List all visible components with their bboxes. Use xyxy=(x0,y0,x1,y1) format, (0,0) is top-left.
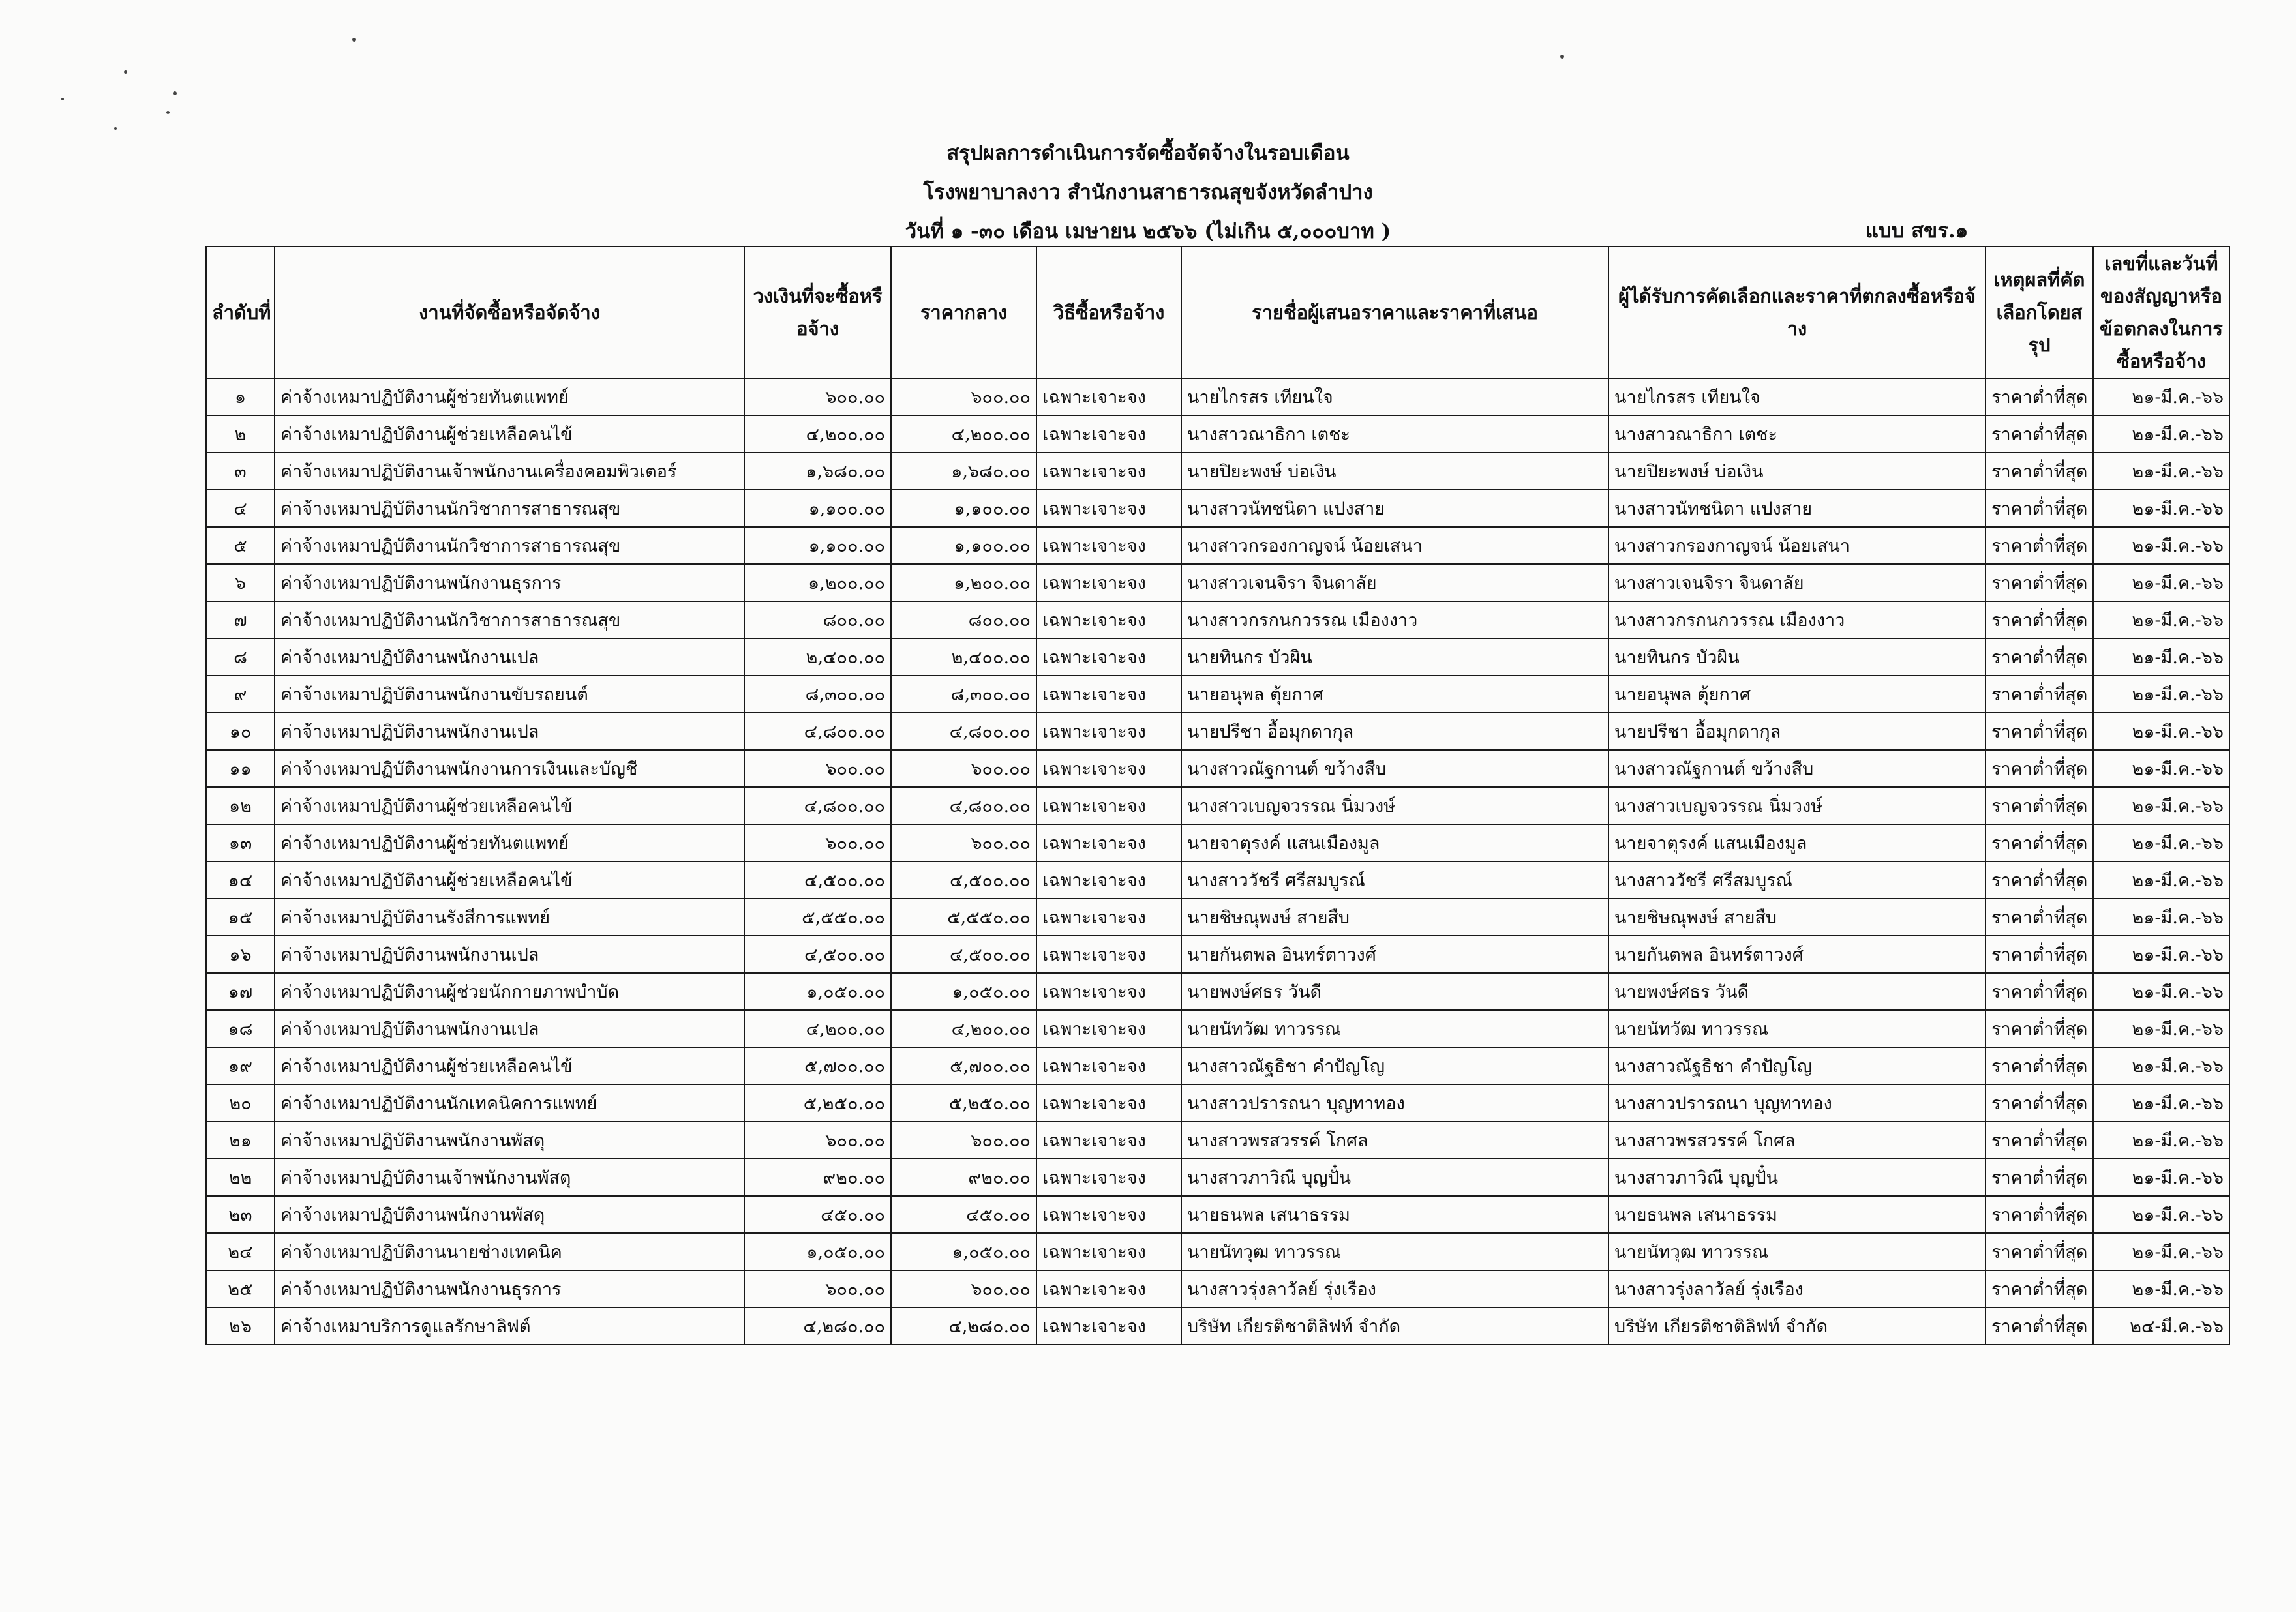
col-seq-cell: ๒๖ xyxy=(206,1307,275,1345)
col-contract-cell: ๒๑-มี.ค.-๖๖ xyxy=(2093,1122,2229,1159)
col-contract-cell: ๒๑-มี.ค.-๖๖ xyxy=(2093,973,2229,1010)
col-bidders-cell: นายไกรสร เทียนใจ xyxy=(1181,378,1609,415)
col-budget-cell: ๔,๒๘๐.๐๐ xyxy=(744,1307,891,1345)
col-seq-cell: ๑๙ xyxy=(206,1047,275,1084)
col-seq-cell: ๑๔ xyxy=(206,861,275,899)
table-row xyxy=(206,713,2229,750)
col-budget-cell: ๔,๒๐๐.๐๐ xyxy=(744,1010,891,1047)
col-seq-cell: ๒๕ xyxy=(206,1270,275,1307)
col-method-cell: เฉพาะเจาะจง xyxy=(1036,1270,1181,1307)
col-budget-cell: ๘๐๐.๐๐ xyxy=(744,601,891,638)
col-reason-cell: ราคาต่ำที่สุด xyxy=(1986,824,2093,861)
col-reason-cell: ราคาต่ำที่สุด xyxy=(1986,936,2093,973)
col-reason-cell: ราคาต่ำที่สุด xyxy=(1986,1047,2093,1084)
col-contract-cell: ๒๑-มี.ค.-๖๖ xyxy=(2093,1159,2229,1196)
col-bidders-cell: นางสาวรุ่งลาวัลย์ รุ่งเรือง xyxy=(1181,1270,1609,1307)
col-method-cell: เฉพาะเจาะจง xyxy=(1036,676,1181,713)
col-bidders-cell: นายทินกร บัวผิน xyxy=(1181,638,1609,676)
col-median-price-cell: ๔,๕๐๐.๐๐ xyxy=(891,936,1036,973)
col-median-price-cell: ๑,๒๐๐.๐๐ xyxy=(891,564,1036,601)
col-contract-cell: ๒๑-มี.ค.-๖๖ xyxy=(2093,936,2229,973)
col-median-price-cell: ๔,๒๘๐.๐๐ xyxy=(891,1307,1036,1345)
col-item-cell: ค่าจ้างเหมาปฏิบัติงานพนักงานเปล xyxy=(275,936,744,973)
col-median-price-cell: ๖๐๐.๐๐ xyxy=(891,824,1036,861)
col-reason-cell: ราคาต่ำที่สุด xyxy=(1986,676,2093,713)
col-selected-cell: นายนัทวัฒ ทาวรรณ xyxy=(1609,1010,1986,1047)
col-item-cell: ค่าจ้างเหมาปฏิบัติงานผู้ช่วยเหลือคนไข้ xyxy=(275,1047,744,1084)
col-contract-cell: ๒๑-มี.ค.-๖๖ xyxy=(2093,1084,2229,1122)
col-budget-cell: ๑,๐๕๐.๐๐ xyxy=(744,973,891,1010)
header-col-reason: เหตุผลที่คัดเลือกโดยสรุป xyxy=(1986,246,2093,378)
col-method-cell: เฉพาะเจาะจง xyxy=(1036,1010,1181,1047)
col-budget-cell: ๙๒๐.๐๐ xyxy=(744,1159,891,1196)
col-bidders-cell: นายปรีชา อื้อมุกดากุล xyxy=(1181,713,1609,750)
col-method-cell: เฉพาะเจาะจง xyxy=(1036,824,1181,861)
header-col-item: งานที่จัดซื้อหรือจัดจ้าง xyxy=(275,246,744,378)
col-bidders-cell: นางสาววัชรี ศรีสมบูรณ์ xyxy=(1181,861,1609,899)
col-method-cell: เฉพาะเจาะจง xyxy=(1036,936,1181,973)
col-reason-cell: ราคาต่ำที่สุด xyxy=(1986,1159,2093,1196)
col-item-cell: ค่าจ้างเหมาปฏิบัติงานพนักงานขับรถยนต์ xyxy=(275,676,744,713)
col-method-cell: เฉพาะเจาะจง xyxy=(1036,787,1181,824)
form-code: แบบ สขร.๑ xyxy=(1865,219,1969,243)
table-row xyxy=(206,1233,2229,1270)
table-row xyxy=(206,638,2229,676)
col-reason-cell: ราคาต่ำที่สุด xyxy=(1986,453,2093,490)
col-reason-cell: ราคาต่ำที่สุด xyxy=(1986,1010,2093,1047)
col-selected-cell: นายปิยะพงษ์ บ่อเงิน xyxy=(1609,453,1986,490)
col-contract-cell: ๒๑-มี.ค.-๖๖ xyxy=(2093,1233,2229,1270)
table-row xyxy=(206,1122,2229,1159)
col-bidders-cell: นายจาตุรงค์ แสนเมืองมูล xyxy=(1181,824,1609,861)
col-budget-cell: ๕,๕๕๐.๐๐ xyxy=(744,899,891,936)
col-method-cell: เฉพาะเจาะจง xyxy=(1036,453,1181,490)
report-title: สรุปผลการดำเนินการจัดซื้อจัดจ้างในรอบเดือน xyxy=(946,142,1350,165)
col-method-cell: เฉพาะเจาะจง xyxy=(1036,1159,1181,1196)
col-item-cell: ค่าจ้างเหมาปฏิบัติงานเจ้าพนักงานเครื่องคอมพิวเตอร์ xyxy=(275,453,744,490)
col-budget-cell: ๑,๒๐๐.๐๐ xyxy=(744,564,891,601)
col-median-price-cell: ๖๐๐.๐๐ xyxy=(891,378,1036,415)
col-reason-cell: ราคาต่ำที่สุด xyxy=(1986,378,2093,415)
col-contract-cell: ๒๑-มี.ค.-๖๖ xyxy=(2093,899,2229,936)
col-selected-cell: นางสาวณัฐธิชา คำปัญโญ xyxy=(1609,1047,1986,1084)
table-row xyxy=(206,601,2229,638)
table-row xyxy=(206,564,2229,601)
scan-speck xyxy=(61,98,64,100)
col-selected-cell: นายปรีชา อื้อมุกดากุล xyxy=(1609,713,1986,750)
col-reason-cell: ราคาต่ำที่สุด xyxy=(1986,564,2093,601)
col-seq-cell: ๒๓ xyxy=(206,1196,275,1233)
table-row xyxy=(206,490,2229,527)
col-budget-cell: ๔,๒๐๐.๐๐ xyxy=(744,415,891,453)
col-selected-cell: นางสาวพรสวรรค์ โกศล xyxy=(1609,1122,1986,1159)
col-budget-cell: ๖๐๐.๐๐ xyxy=(744,1122,891,1159)
col-item-cell: ค่าจ้างเหมาปฏิบัติงานผู้ช่วยทันตแพทย์ xyxy=(275,378,744,415)
col-method-cell: เฉพาะเจาะจง xyxy=(1036,713,1181,750)
col-method-cell: เฉพาะเจาะจง xyxy=(1036,899,1181,936)
col-bidders-cell: นางสาวณัฐกานต์ ขว้างสืบ xyxy=(1181,750,1609,787)
col-selected-cell: นายธนพล เสนาธรรม xyxy=(1609,1196,1986,1233)
col-reason-cell: ราคาต่ำที่สุด xyxy=(1986,899,2093,936)
col-median-price-cell: ๙๒๐.๐๐ xyxy=(891,1159,1036,1196)
col-bidders-cell: นางสาวกรกนกวรรณ เมืองงาว xyxy=(1181,601,1609,638)
col-method-cell: เฉพาะเจาะจง xyxy=(1036,1084,1181,1122)
col-contract-cell: ๒๑-มี.ค.-๖๖ xyxy=(2093,638,2229,676)
col-bidders-cell: นางสาวเจนจิรา จินดาลัย xyxy=(1181,564,1609,601)
col-seq-cell: ๑๑ xyxy=(206,750,275,787)
col-selected-cell: นางสาวณัฐกานต์ ขว้างสืบ xyxy=(1609,750,1986,787)
col-seq-cell: ๒๐ xyxy=(206,1084,275,1122)
col-contract-cell: ๒๑-มี.ค.-๖๖ xyxy=(2093,415,2229,453)
header-col-median-price: ราคากลาง xyxy=(891,246,1036,378)
col-reason-cell: ราคาต่ำที่สุด xyxy=(1986,973,2093,1010)
col-selected-cell: นายพงษ์ศธร วันดี xyxy=(1609,973,1986,1010)
col-bidders-cell: นายธนพล เสนาธรรม xyxy=(1181,1196,1609,1233)
col-item-cell: ค่าจ้างเหมาปฏิบัติงานพนักงานธุรการ xyxy=(275,1270,744,1307)
col-seq-cell: ๕ xyxy=(206,527,275,564)
table-body xyxy=(206,378,2229,1345)
col-selected-cell: นายอนุพล ตุ้ยกาศ xyxy=(1609,676,1986,713)
col-reason-cell: ราคาต่ำที่สุด xyxy=(1986,1084,2093,1122)
col-bidders-cell: นายนัทวัฒ ทาวรรณ xyxy=(1181,1010,1609,1047)
col-median-price-cell: ๑,๑๐๐.๐๐ xyxy=(891,490,1036,527)
col-selected-cell: นายจาตุรงค์ แสนเมืองมูล xyxy=(1609,824,1986,861)
col-item-cell: ค่าจ้างเหมาปฏิบัติงานพนักงานเปล xyxy=(275,638,744,676)
col-bidders-cell: นางสาวพรสวรรค์ โกศล xyxy=(1181,1122,1609,1159)
table-row xyxy=(206,415,2229,453)
col-contract-cell: ๒๑-มี.ค.-๖๖ xyxy=(2093,564,2229,601)
col-item-cell: ค่าจ้างเหมาปฏิบัติงานนักวิชาการสาธารณสุข xyxy=(275,527,744,564)
col-budget-cell: ๘,๓๐๐.๐๐ xyxy=(744,676,891,713)
header-col-seq: ลำดับที่ xyxy=(206,246,275,378)
col-method-cell: เฉพาะเจาะจง xyxy=(1036,1047,1181,1084)
col-reason-cell: ราคาต่ำที่สุด xyxy=(1986,527,2093,564)
col-median-price-cell: ๖๐๐.๐๐ xyxy=(891,1122,1036,1159)
col-reason-cell: ราคาต่ำที่สุด xyxy=(1986,713,2093,750)
col-selected-cell: นางสาวเจนจิรา จินดาลัย xyxy=(1609,564,1986,601)
table-row xyxy=(206,1084,2229,1122)
col-reason-cell: ราคาต่ำที่สุด xyxy=(1986,1307,2093,1345)
col-selected-cell: นางสาวเบญจวรรณ นิ่มวงษ์ xyxy=(1609,787,1986,824)
scan-speck xyxy=(1560,55,1564,59)
col-median-price-cell: ๕,๗๐๐.๐๐ xyxy=(891,1047,1036,1084)
col-budget-cell: ๔๕๐.๐๐ xyxy=(744,1196,891,1233)
col-budget-cell: ๑,๖๘๐.๐๐ xyxy=(744,453,891,490)
col-reason-cell: ราคาต่ำที่สุด xyxy=(1986,490,2093,527)
col-bidders-cell: นายอนุพล ตุ้ยกาศ xyxy=(1181,676,1609,713)
scan-speck xyxy=(124,70,127,74)
col-contract-cell: ๒๑-มี.ค.-๖๖ xyxy=(2093,490,2229,527)
scan-speck xyxy=(173,91,177,95)
col-seq-cell: ๒ xyxy=(206,415,275,453)
col-bidders-cell: นายชิษณุพงษ์ สายสืบ xyxy=(1181,899,1609,936)
col-contract-cell: ๒๑-มี.ค.-๖๖ xyxy=(2093,1270,2229,1307)
col-contract-cell: ๒๑-มี.ค.-๖๖ xyxy=(2093,750,2229,787)
col-method-cell: เฉพาะเจาะจง xyxy=(1036,973,1181,1010)
col-item-cell: ค่าจ้างเหมาปฏิบัติงานพนักงานพัสดุ xyxy=(275,1122,744,1159)
col-seq-cell: ๑๓ xyxy=(206,824,275,861)
header-col-contract: เลขที่และวันที่ของสัญญาหรือข้อตกลงในการซื้อหรือจ้าง xyxy=(2093,246,2229,378)
col-budget-cell: ๑,๑๐๐.๐๐ xyxy=(744,527,891,564)
col-contract-cell: ๒๑-มี.ค.-๖๖ xyxy=(2093,1196,2229,1233)
col-contract-cell: ๒๑-มี.ค.-๖๖ xyxy=(2093,824,2229,861)
col-method-cell: เฉพาะเจาะจง xyxy=(1036,1122,1181,1159)
table-row xyxy=(206,750,2229,787)
col-budget-cell: ๔,๘๐๐.๐๐ xyxy=(744,787,891,824)
col-reason-cell: ราคาต่ำที่สุด xyxy=(1986,861,2093,899)
table-row xyxy=(206,936,2229,973)
col-budget-cell: ๑,๐๕๐.๐๐ xyxy=(744,1233,891,1270)
col-contract-cell: ๒๑-มี.ค.-๖๖ xyxy=(2093,787,2229,824)
col-selected-cell: นางสาวปรารถนา บุญทาทอง xyxy=(1609,1084,1986,1122)
col-median-price-cell: ๑,๐๕๐.๐๐ xyxy=(891,973,1036,1010)
col-item-cell: ค่าจ้างเหมาปฏิบัติงานผู้ช่วยเหลือคนไข้ xyxy=(275,787,744,824)
col-selected-cell: บริษัท เกียรติชาติลิฟท์ จำกัด xyxy=(1609,1307,1986,1345)
col-budget-cell: ๖๐๐.๐๐ xyxy=(744,824,891,861)
col-method-cell: เฉพาะเจาะจง xyxy=(1036,750,1181,787)
col-reason-cell: ราคาต่ำที่สุด xyxy=(1986,601,2093,638)
col-selected-cell: นางสาวนัทชนิดา แปงสาย xyxy=(1609,490,1986,527)
col-bidders-cell: นายกันตพล อินทร์ตาวงศ์ xyxy=(1181,936,1609,973)
col-bidders-cell: นางสาวณาธิกา เตชะ xyxy=(1181,415,1609,453)
col-reason-cell: ราคาต่ำที่สุด xyxy=(1986,750,2093,787)
col-contract-cell: ๒๑-มี.ค.-๖๖ xyxy=(2093,713,2229,750)
col-seq-cell: ๑๐ xyxy=(206,713,275,750)
table-row xyxy=(206,1196,2229,1233)
col-item-cell: ค่าจ้างเหมาปฏิบัติงานผู้ช่วยนักกายภาพบำบัด xyxy=(275,973,744,1010)
col-reason-cell: ราคาต่ำที่สุด xyxy=(1986,1270,2093,1307)
col-median-price-cell: ๖๐๐.๐๐ xyxy=(891,1270,1036,1307)
col-method-cell: เฉพาะเจาะจง xyxy=(1036,490,1181,527)
col-method-cell: เฉพาะเจาะจง xyxy=(1036,861,1181,899)
col-median-price-cell: ๔,๘๐๐.๐๐ xyxy=(891,787,1036,824)
col-median-price-cell: ๘๐๐.๐๐ xyxy=(891,601,1036,638)
col-median-price-cell: ๔,๒๐๐.๐๐ xyxy=(891,1010,1036,1047)
col-seq-cell: ๖ xyxy=(206,564,275,601)
table-row xyxy=(206,1047,2229,1084)
col-selected-cell: นายนัทวุฒ ทาวรรณ xyxy=(1609,1233,1986,1270)
col-seq-cell: ๒๔ xyxy=(206,1233,275,1270)
col-seq-cell: ๑๘ xyxy=(206,1010,275,1047)
organization-name: โรงพยาบาลงาว สำนักงานสาธารณสุขจังหวัดลำปาง xyxy=(923,181,1373,204)
col-median-price-cell: ๑,๐๕๐.๐๐ xyxy=(891,1233,1036,1270)
procurement-table xyxy=(205,246,2230,1345)
table-row xyxy=(206,1010,2229,1047)
col-median-price-cell: ๕,๒๕๐.๐๐ xyxy=(891,1084,1036,1122)
col-budget-cell: ๖๐๐.๐๐ xyxy=(744,378,891,415)
table-row xyxy=(206,378,2229,415)
header-col-selected: ผู้ได้รับการคัดเลือกและราคาที่ตกลงซื้อหรือจ้าง xyxy=(1609,246,1986,378)
col-contract-cell: ๒๔-มี.ค.-๖๖ xyxy=(2093,1307,2229,1345)
col-item-cell: ค่าจ้างเหมาปฏิบัติงานนักเทคนิคการแพทย์ xyxy=(275,1084,744,1122)
col-contract-cell: ๒๑-มี.ค.-๖๖ xyxy=(2093,527,2229,564)
col-selected-cell: นางสาววัชรี ศรีสมบูรณ์ xyxy=(1609,861,1986,899)
col-selected-cell: นางสาวกรกนกวรรณ เมืองงาว xyxy=(1609,601,1986,638)
col-item-cell: ค่าจ้างเหมาปฏิบัติงานผู้ช่วยเหลือคนไข้ xyxy=(275,415,744,453)
col-bidders-cell: นายนัทวุฒ ทาวรรณ xyxy=(1181,1233,1609,1270)
col-item-cell: ค่าจ้างเหมาปฏิบัติงานนักวิชาการสาธารณสุข xyxy=(275,490,744,527)
col-budget-cell: ๖๐๐.๐๐ xyxy=(744,750,891,787)
col-method-cell: เฉพาะเจาะจง xyxy=(1036,1307,1181,1345)
col-median-price-cell: ๑,๖๘๐.๐๐ xyxy=(891,453,1036,490)
col-item-cell: ค่าจ้างเหมาปฏิบัติงานพนักงานการเงินและบัญชี xyxy=(275,750,744,787)
col-seq-cell: ๑๒ xyxy=(206,787,275,824)
col-contract-cell: ๒๑-มี.ค.-๖๖ xyxy=(2093,1047,2229,1084)
col-median-price-cell: ๔,๕๐๐.๐๐ xyxy=(891,861,1036,899)
table-row xyxy=(206,1307,2229,1345)
col-bidders-cell: นางสาวภาวิณี บุญปั๋น xyxy=(1181,1159,1609,1196)
col-item-cell: ค่าจ้างเหมาปฏิบัติงานพนักงานพัสดุ xyxy=(275,1196,744,1233)
header-col-bidders: รายชื่อผู้เสนอราคาและราคาที่เสนอ xyxy=(1181,246,1609,378)
col-contract-cell: ๒๑-มี.ค.-๖๖ xyxy=(2093,676,2229,713)
col-seq-cell: ๔ xyxy=(206,490,275,527)
scan-speck xyxy=(114,127,117,130)
col-method-cell: เฉพาะเจาะจง xyxy=(1036,1233,1181,1270)
col-median-price-cell: ๘,๓๐๐.๐๐ xyxy=(891,676,1036,713)
col-seq-cell: ๒๑ xyxy=(206,1122,275,1159)
scan-speck xyxy=(352,38,356,42)
col-selected-cell: นายกันตพล อินทร์ตาวงศ์ xyxy=(1609,936,1986,973)
col-median-price-cell: ๕,๕๕๐.๐๐ xyxy=(891,899,1036,936)
col-item-cell: ค่าจ้างเหมาบริการดูแลรักษาลิฟต์ xyxy=(275,1307,744,1345)
col-bidders-cell: นางสาวปรารถนา บุญทาทอง xyxy=(1181,1084,1609,1122)
col-budget-cell: ๔,๕๐๐.๐๐ xyxy=(744,861,891,899)
col-item-cell: ค่าจ้างเหมาปฏิบัติงานผู้ช่วยเหลือคนไข้ xyxy=(275,861,744,899)
col-seq-cell: ๑ xyxy=(206,378,275,415)
col-item-cell: ค่าจ้างเหมาปฏิบัติงานผู้ช่วยทันตแพทย์ xyxy=(275,824,744,861)
col-median-price-cell: ๔,๘๐๐.๐๐ xyxy=(891,713,1036,750)
col-budget-cell: ๔,๕๐๐.๐๐ xyxy=(744,936,891,973)
col-method-cell: เฉพาะเจาะจง xyxy=(1036,564,1181,601)
col-contract-cell: ๒๑-มี.ค.-๖๖ xyxy=(2093,1010,2229,1047)
col-bidders-cell: นายพงษ์ศธร วันดี xyxy=(1181,973,1609,1010)
col-median-price-cell: ๑,๑๐๐.๐๐ xyxy=(891,527,1036,564)
scan-speck xyxy=(166,111,170,114)
col-seq-cell: ๒๒ xyxy=(206,1159,275,1196)
col-reason-cell: ราคาต่ำที่สุด xyxy=(1986,415,2093,453)
col-selected-cell: นายไกรสร เทียนใจ xyxy=(1609,378,1986,415)
col-contract-cell: ๒๑-มี.ค.-๖๖ xyxy=(2093,378,2229,415)
col-seq-cell: ๗ xyxy=(206,601,275,638)
col-method-cell: เฉพาะเจาะจง xyxy=(1036,378,1181,415)
col-selected-cell: นางสาวณาธิกา เตชะ xyxy=(1609,415,1986,453)
col-reason-cell: ราคาต่ำที่สุด xyxy=(1986,787,2093,824)
col-method-cell: เฉพาะเจาะจง xyxy=(1036,1196,1181,1233)
col-item-cell: ค่าจ้างเหมาปฏิบัติงานพนักงานเปล xyxy=(275,1010,744,1047)
col-bidders-cell: นายปิยะพงษ์ บ่อเงิน xyxy=(1181,453,1609,490)
table-row xyxy=(206,1270,2229,1307)
table-row xyxy=(206,973,2229,1010)
col-method-cell: เฉพาะเจาะจง xyxy=(1036,415,1181,453)
col-bidders-cell: นางสาวเบญจวรรณ นิ่มวงษ์ xyxy=(1181,787,1609,824)
col-item-cell: ค่าจ้างเหมาปฏิบัติงานรังสีการแพทย์ xyxy=(275,899,744,936)
col-item-cell: ค่าจ้างเหมาปฏิบัติงานเจ้าพนักงานพัสดุ xyxy=(275,1159,744,1196)
header-col-budget: วงเงินที่จะซื้อหรือจ้าง xyxy=(744,246,891,378)
col-bidders-cell: บริษัท เกียรติชาติลิฟท์ จำกัด xyxy=(1181,1307,1609,1345)
col-method-cell: เฉพาะเจาะจง xyxy=(1036,638,1181,676)
report-period: วันที่ ๑ -๓๐ เดือน เมษายน ๒๕๖๖ (ไม่เกิน ๕,๐๐๐บาท ) xyxy=(905,220,1391,243)
table-row xyxy=(206,787,2229,824)
col-budget-cell: ๑,๑๐๐.๐๐ xyxy=(744,490,891,527)
col-median-price-cell: ๖๐๐.๐๐ xyxy=(891,750,1036,787)
table-row xyxy=(206,676,2229,713)
col-bidders-cell: นางสาวกรองกาญจน์ น้อยเสนา xyxy=(1181,527,1609,564)
col-item-cell: ค่าจ้างเหมาปฏิบัติงานนักวิชาการสาธารณสุข xyxy=(275,601,744,638)
col-item-cell: ค่าจ้างเหมาปฏิบัติงานพนักงานธุรการ xyxy=(275,564,744,601)
table-row xyxy=(206,453,2229,490)
col-selected-cell: นายทินกร บัวผิน xyxy=(1609,638,1986,676)
table-row xyxy=(206,899,2229,936)
table-row xyxy=(206,527,2229,564)
col-reason-cell: ราคาต่ำที่สุด xyxy=(1986,638,2093,676)
col-selected-cell: นายชิษณุพงษ์ สายสืบ xyxy=(1609,899,1986,936)
col-budget-cell: ๕,๗๐๐.๐๐ xyxy=(744,1047,891,1084)
header-col-method: วิธีซื้อหรือจ้าง xyxy=(1036,246,1181,378)
col-selected-cell: นางสาวรุ่งลาวัลย์ รุ่งเรือง xyxy=(1609,1270,1986,1307)
col-contract-cell: ๒๑-มี.ค.-๖๖ xyxy=(2093,861,2229,899)
col-median-price-cell: ๔,๒๐๐.๐๐ xyxy=(891,415,1036,453)
col-seq-cell: ๘ xyxy=(206,638,275,676)
col-selected-cell: นางสาวกรองกาญจน์ น้อยเสนา xyxy=(1609,527,1986,564)
col-budget-cell: ๒,๔๐๐.๐๐ xyxy=(744,638,891,676)
table-header-row xyxy=(206,246,2229,378)
table-row xyxy=(206,861,2229,899)
table-row xyxy=(206,824,2229,861)
col-bidders-cell: นางสาวณัฐธิชา คำปัญโญ xyxy=(1181,1047,1609,1084)
col-method-cell: เฉพาะเจาะจง xyxy=(1036,527,1181,564)
col-method-cell: เฉพาะเจาะจง xyxy=(1036,601,1181,638)
col-budget-cell: ๔,๘๐๐.๐๐ xyxy=(744,713,891,750)
col-item-cell: ค่าจ้างเหมาปฏิบัติงานนายช่างเทคนิค xyxy=(275,1233,744,1270)
col-selected-cell: นางสาวภาวิณี บุญปั๋น xyxy=(1609,1159,1986,1196)
col-item-cell: ค่าจ้างเหมาปฏิบัติงานพนักงานเปล xyxy=(275,713,744,750)
col-reason-cell: ราคาต่ำที่สุด xyxy=(1986,1196,2093,1233)
col-median-price-cell: ๔๕๐.๐๐ xyxy=(891,1196,1036,1233)
col-seq-cell: ๑๕ xyxy=(206,899,275,936)
col-contract-cell: ๒๑-มี.ค.-๖๖ xyxy=(2093,601,2229,638)
col-bidders-cell: นางสาวนัทชนิดา แปงสาย xyxy=(1181,490,1609,527)
table-row xyxy=(206,1159,2229,1196)
col-contract-cell: ๒๑-มี.ค.-๖๖ xyxy=(2093,453,2229,490)
col-seq-cell: ๑๗ xyxy=(206,973,275,1010)
col-budget-cell: ๕,๒๕๐.๐๐ xyxy=(744,1084,891,1122)
col-seq-cell: ๙ xyxy=(206,676,275,713)
col-median-price-cell: ๒,๔๐๐.๐๐ xyxy=(891,638,1036,676)
col-reason-cell: ราคาต่ำที่สุด xyxy=(1986,1122,2093,1159)
col-seq-cell: ๑๖ xyxy=(206,936,275,973)
col-seq-cell: ๓ xyxy=(206,453,275,490)
col-budget-cell: ๖๐๐.๐๐ xyxy=(744,1270,891,1307)
col-reason-cell: ราคาต่ำที่สุด xyxy=(1986,1233,2093,1270)
